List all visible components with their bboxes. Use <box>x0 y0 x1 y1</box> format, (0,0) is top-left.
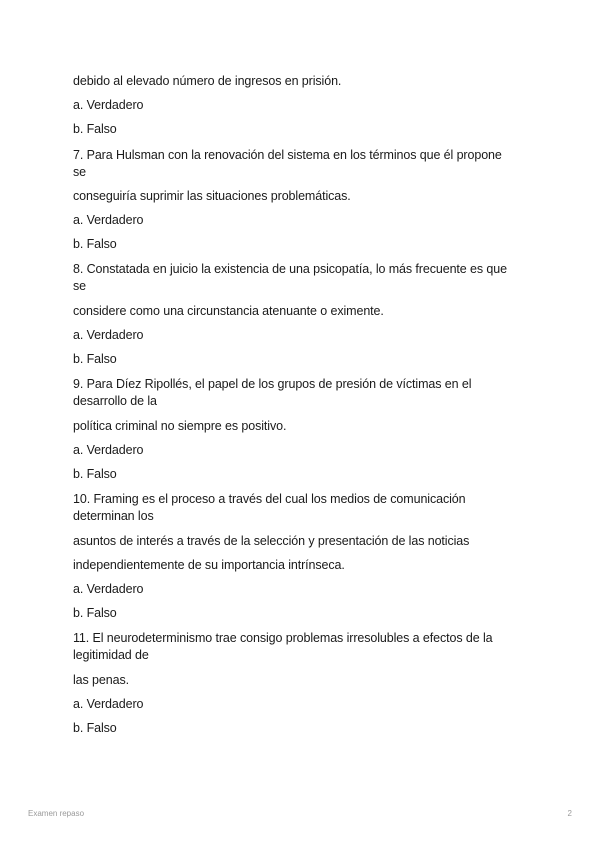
question-8: 8. Constatada en juicio la existencia de una psicopatía, lo más frecuente es que <box>73 262 507 276</box>
question-9: 9. Para Díez Ripollés, el papel de los grupos de presión de víctimas en el <box>73 377 472 391</box>
question-7-cont: se <box>73 165 87 179</box>
option-a: a. Verdadero <box>73 582 144 596</box>
question-8-cont: considere como una circunstancia atenuante o eximente. <box>73 304 384 318</box>
question-7-cont: conseguiría suprimir las situaciones problemáticas. <box>73 189 351 203</box>
option-a: a. Verdadero <box>73 98 144 112</box>
option-b: b. Falso <box>73 467 117 481</box>
option-a: a. Verdadero <box>73 213 144 227</box>
option-b: b. Falso <box>73 721 117 735</box>
question-10-cont: asuntos de interés a través de la selección y presentación de las noticias <box>73 534 470 548</box>
option-b: b. Falso <box>73 122 117 136</box>
question-11: 11. El neurodeterminismo trae consigo problemas irresolubles a efectos de la <box>73 631 493 645</box>
text-line: debido al elevado número de ingresos en prisión. <box>73 74 342 88</box>
question-11-cont: las penas. <box>73 673 129 687</box>
question-7: 7. Para Hulsman con la renovación del sistema en los términos que él propone <box>73 148 502 162</box>
footer-title: Examen repaso <box>28 809 85 818</box>
option-a: a. Verdadero <box>73 443 144 457</box>
question-10-cont: independientemente de su importancia intrínseca. <box>73 558 345 572</box>
question-9-cont: desarrollo de la <box>73 394 157 408</box>
option-b: b. Falso <box>73 352 117 366</box>
option-b: b. Falso <box>73 606 117 620</box>
question-10-cont: determinan los <box>73 509 154 523</box>
question-9-cont: política criminal no siempre es positivo. <box>73 419 287 433</box>
page-number: 2 <box>567 809 572 818</box>
option-b: b. Falso <box>73 237 117 251</box>
question-10: 10. Framing es el proceso a través del cual los medios de comunicación <box>73 492 466 506</box>
question-8-cont: se <box>73 279 87 293</box>
question-11-cont: legitimidad de <box>73 648 149 662</box>
option-a: a. Verdadero <box>73 328 144 342</box>
option-a: a. Verdadero <box>73 697 144 711</box>
